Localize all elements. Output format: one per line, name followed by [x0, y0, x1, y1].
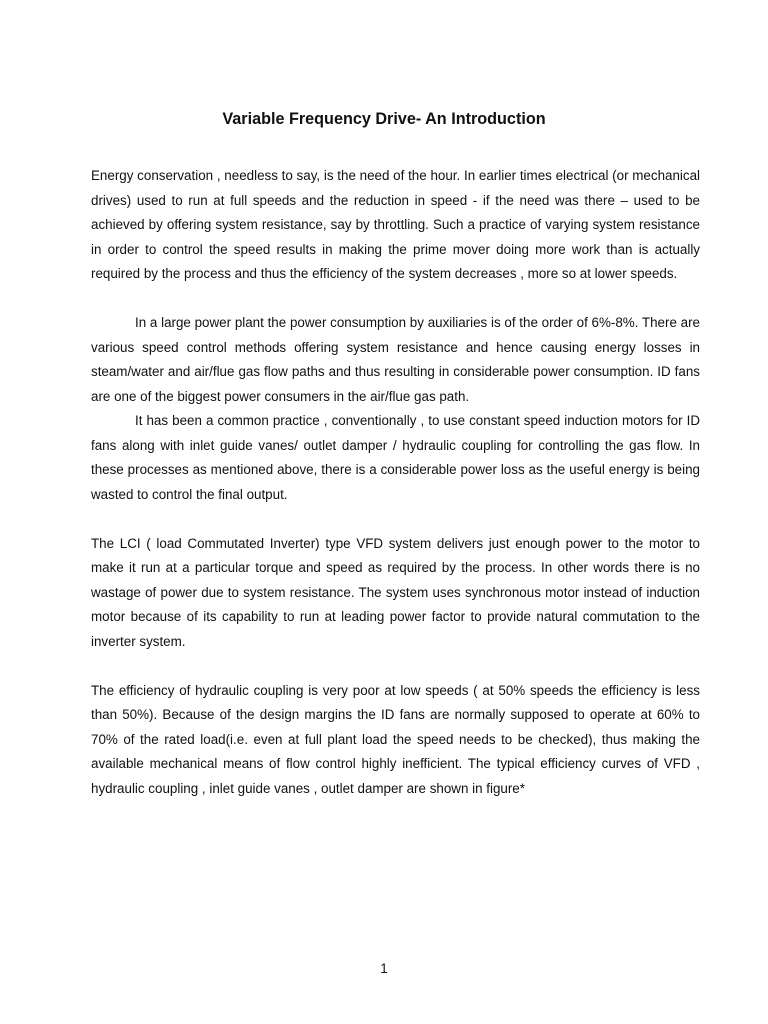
- paragraph-power-plant-consumption: In a large power plant the power consumption by auxiliaries is of the order of 6%-8%. There are various speed control methods offering system resistance and hence causing energy losses in steam/water and air/flue gas flow paths and thus resulting in considerable power consumption. ID fans are one of the biggest power consumers in the air/flue gas path.: [91, 315, 700, 404]
- document-title: Variable Frequency Drive- An Introduction: [222, 110, 546, 128]
- document-body: [91, 164, 700, 801]
- paragraph-lci-vfd-system: The LCI ( load Commutated Inverter) type VFD system delivers just enough power to the motor to make it run at a particular torque and speed as required by the process. In other words there is no wastage of power due to system resistance. The system uses synchronous motor instead of induction motor because of its capability to run at leading power factor to provide natural commutation to the inverter system.: [91, 535, 700, 649]
- paragraph-energy-conservation: Energy conservation , needless to say, is the need of the hour. In earlier times electrical (or mechanical drives) used to run at full speeds and the reduction in speed - if the need was there – used to be achieved by offering system resistance, say by throttling. Such a practice of varying system resistance in order to control the speed results in making the prime mover doing more work than is actually required by the process and thus the efficiency of the system decreases , more so at lower speeds.: [91, 168, 700, 281]
- paragraph-gap: [91, 507, 700, 532]
- paragraph-gap: [91, 287, 700, 312]
- paragraph-common-practice: It has been a common practice , conventionally , to use constant speed induction motors for ID fans along with inlet guide vanes/ outlet damper / hydraulic coupling for controlling the gas flow. In these processes as mentioned above, there is a considerable power loss as the useful energy is being wasted to control the final output.: [91, 413, 700, 502]
- paragraph-hydraulic-coupling-efficiency: The efficiency of hydraulic coupling is very poor at low speeds ( at 50% speeds the efficiency is less than 50%). Because of the design margins the ID fans are normally supposed to operate at 60% to 70% of the rated load(i.e. even at full plant load the speed needs to be checked), thus making the available mechanical means of flow control highly inefficient. The typical efficiency curves of VFD , hydraulic coupling , inlet guide vanes , outlet damper are shown in figure*: [91, 682, 700, 796]
- paragraph-gap: [91, 654, 700, 679]
- page-number: 1: [380, 961, 388, 976]
